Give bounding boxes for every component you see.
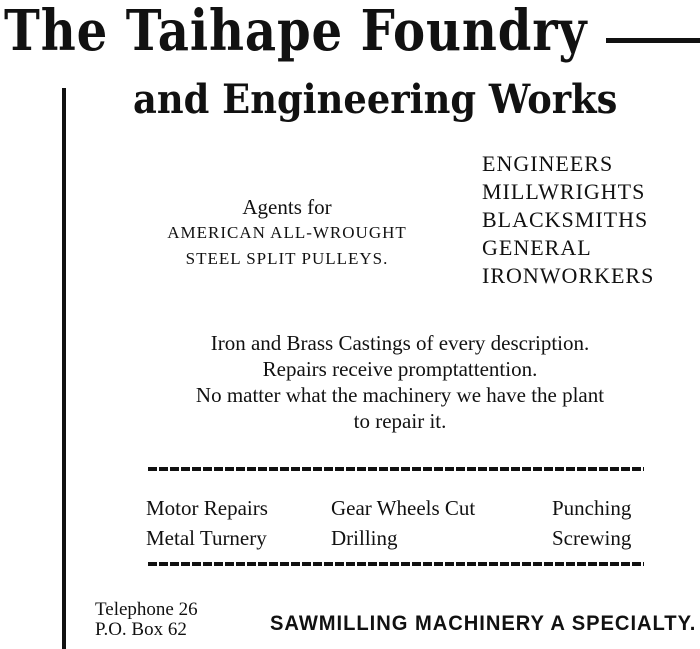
dotted-rule-bottom xyxy=(148,562,644,566)
castings-line: to repair it. xyxy=(353,409,447,433)
trades-list xyxy=(482,150,654,290)
telephone: Telephone 26 xyxy=(95,599,198,620)
agents-block xyxy=(115,194,459,272)
dotted-rule-top xyxy=(148,467,644,471)
trade-item: BLACKSMITHS xyxy=(482,207,649,232)
services-col-3 xyxy=(552,493,631,553)
page-subtitle: and Engineering Works xyxy=(133,76,618,123)
castings-line: Repairs receive promptattention. xyxy=(262,357,538,381)
contact-block xyxy=(95,600,198,640)
title-rule xyxy=(606,38,700,43)
services-col-1 xyxy=(146,493,268,553)
agents-line: STEEL SPLIT PULLEYS. xyxy=(185,249,389,268)
service-item: Motor Repairs xyxy=(146,496,268,520)
trade-item: IRONWORKERS xyxy=(482,263,655,288)
castings-line: No matter what the machinery we have the plant xyxy=(195,383,605,407)
service-item: Drilling xyxy=(331,526,398,550)
service-item: Screwing xyxy=(552,526,632,550)
service-item: Punching xyxy=(552,496,632,520)
agents-line: AMERICAN ALL-WROUGHT xyxy=(167,223,407,242)
left-border-rule xyxy=(62,88,66,649)
services-col-2 xyxy=(331,493,475,553)
trade-item: GENERAL xyxy=(482,235,592,260)
service-item: Metal Turnery xyxy=(146,526,267,550)
castings-line: Iron and Brass Castings of every description. xyxy=(210,331,590,355)
po-box: P.O. Box 62 xyxy=(95,619,187,640)
castings-block xyxy=(100,330,700,434)
service-item: Gear Wheels Cut xyxy=(331,496,476,520)
agents-line: Agents for xyxy=(242,195,332,219)
page-title: The Taihape Foundry xyxy=(4,0,588,64)
specialty-slogan: SAWMILLING MACHINERY A SPECIALTY. xyxy=(270,612,697,635)
trade-item: ENGINEERS xyxy=(482,151,614,176)
trade-item: MILLWRIGHTS xyxy=(482,179,646,204)
